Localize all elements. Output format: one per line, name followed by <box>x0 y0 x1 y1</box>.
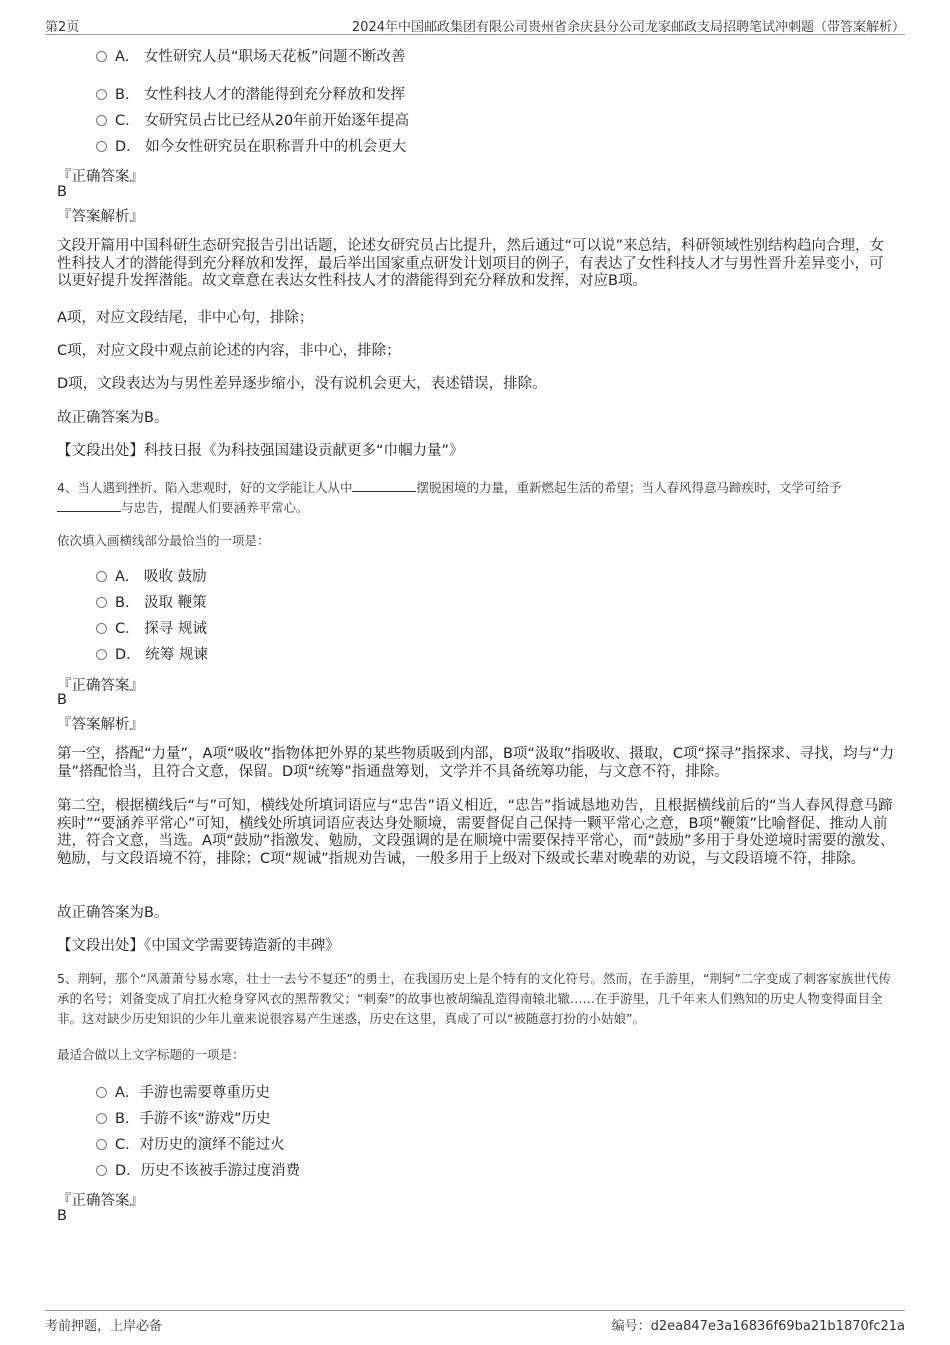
q4-answer-label: 『正确答案』 <box>57 678 144 694</box>
radio-icon[interactable] <box>96 597 107 608</box>
blank-2 <box>57 499 121 512</box>
q3-conclusion: 故正确答案为B。 <box>57 410 169 426</box>
q4-option-d[interactable]: D． 统筹 规谏 <box>96 645 208 665</box>
q5-option-c[interactable]: C．对历史的演绎不能过火 <box>96 1135 285 1155</box>
q5-answer-label: 『正确答案』 <box>57 1193 144 1209</box>
q3-analysis-d: D项，文段表达为与男性差异逐步缩小，没有说机会更大，表述错误，排除。 <box>57 376 547 392</box>
q5-prompt: 最适合做以上文字标题的一项是： <box>57 1047 245 1062</box>
radio-icon[interactable] <box>96 623 107 634</box>
footer-slogan: 考前押题，上岸必备 <box>45 1319 163 1334</box>
q5-option-b[interactable]: B．手游不该“游戏”历史 <box>96 1109 270 1129</box>
q3-analysis-c: C项，对应文段中观点前论述的内容，非中心，排除； <box>57 343 401 359</box>
q4-answer: B <box>57 692 67 708</box>
q3-source: 【文段出处】科技日报《为科技强国建设贡献更多“巾帼力量”》 <box>57 443 464 459</box>
q3-analysis-a: A项，对应文段结尾，非中心句，排除； <box>57 310 314 326</box>
q4-stem: 4、当人遇到挫折、陷入悲观时，好的文学能让人从中 摆脱困境的力量，重新燃起生活的希望；当人春风得意马蹄疾时，文学可给予 与忠告，提醒人们要涵养平常心。 <box>57 480 842 515</box>
page-header <box>45 14 905 35</box>
q4-prompt: 依次填入画横线部分最恰当的一项是： <box>57 533 270 548</box>
q3-option-a[interactable]: A． 女性研究人员“职场天花板”问题不断改善 <box>96 47 406 67</box>
q3-analysis-main: 文段开篇用中国科研生态研究报告引出话题，论述女研究员占比提升，然后通过“可以说”来总结，科研领域性别结构趋向合理，女性科技人才的潜能得到充分释放和发挥，最后举出国家重点研发计划项目的例子，有表达了女性科技人才与男性晋升差异变小，可以更好提升发挥潜能。故文章意在表达女性科技人才的潜能得到充分释放和发挥，对应B项。 <box>57 238 885 289</box>
radio-icon[interactable] <box>96 1165 107 1176</box>
q4-source: 【文段出处】《中国文学需要铸造新的丰碑》 <box>57 938 340 954</box>
q4-analysis-first-blank: 第一空，搭配“力量”，A项“吸收”指物体把外界的某些物质吸到内部，B项“汲取”指吸收、摄取，C项“探寻”指探求、寻找，均与“力量”搭配恰当，且符合文意，保留。D项“统筹”指通盘筹划，文学并不具备统筹功能，与文意不符，排除。 <box>57 746 895 780</box>
radio-icon[interactable] <box>96 115 107 126</box>
q3-analysis-label: 『答案解析』 <box>57 209 144 225</box>
q5-option-a[interactable]: A．手游也需要尊重历史 <box>96 1083 270 1103</box>
footer-code: 编号：d2ea847e3a16836f69ba21b1870fc21a <box>611 1319 905 1334</box>
q4-analysis-second-blank: 第二空，根据横线后“与”可知，横线处所填词语应与“忠告”语义相近，“忠告”指诚恳地劝告，且根据横线前后的“当人春风得意马蹄疾时”“要涵养平常心”可知，横线处所填词语应表达身处顺境，需要督促自己保持一颗平常心之意，B项“鞭策”比喻督促、推动人前进，符合文意，当选。A项“鼓励”指激发、勉励，文段强调的是在顺境中需要保持平常心，而“鼓励”多用于身处逆境时需要的激发、勉励，与文段语境不符，排除；C项“规诫”指规劝告诫，一般多用于上级对下级或长辈对晚辈的劝说，与文段语境不符，排除。 <box>57 798 895 867</box>
q3-answer-label: 『正确答案』 <box>57 169 144 185</box>
q3-option-b[interactable]: B． 女性科技人才的潜能得到充分释放和发挥 <box>96 85 405 105</box>
blank-1 <box>352 479 416 492</box>
radio-icon[interactable] <box>96 1139 107 1150</box>
q3-option-c[interactable]: C． 女研究员占比已经从20年前开始逐年提高 <box>96 111 409 131</box>
q5-answer: B <box>57 1208 67 1224</box>
radio-icon[interactable] <box>96 89 107 100</box>
radio-icon[interactable] <box>96 649 107 660</box>
page-number: 第2页 <box>45 20 80 35</box>
radio-icon[interactable] <box>96 1087 107 1098</box>
q3-answer: B <box>57 184 67 200</box>
q3-option-d[interactable]: D． 如今女性研究员在职称晋升中的机会更大 <box>96 137 406 157</box>
q4-analysis-label: 『答案解析』 <box>57 717 144 733</box>
page-footer <box>45 1310 905 1335</box>
q5-option-d[interactable]: D．历史不该被手游过度消费 <box>96 1161 300 1181</box>
q5-stem: 5、荆轲，那个“风萧萧兮易水寒，壮士一去兮不复还”的勇士，在我国历史上是个特有的文化符号。然而，在手游里，“荆轲”二字变成了刺客家族世代传承的名号；刘备变成了肩扛火枪身穿风衣的黑帮教父；“刺秦”的故事也被胡编乱造得南辕北辙……在手游里，几千年来人们熟知的历史人物变得面目全非。这对缺少历史知识的少年儿童来说很容易产生迷惑，历史在这里，真成了可以“被随意打扮的小姑娘”。 <box>57 971 891 1026</box>
radio-icon[interactable] <box>96 1113 107 1124</box>
q4-option-b[interactable]: B． 汲取 鞭策 <box>96 593 207 613</box>
radio-icon[interactable] <box>96 141 107 152</box>
q4-option-c[interactable]: C． 探寻 规诫 <box>96 619 207 639</box>
q4-option-a[interactable]: A． 吸收 鼓励 <box>96 567 207 587</box>
radio-icon[interactable] <box>96 51 107 62</box>
q4-conclusion: 故正确答案为B。 <box>57 905 169 921</box>
document-title: 2024年中国邮政集团有限公司贵州省余庆县分公司龙家邮政支局招聘笔试冲刺题（带答案解析） <box>351 20 905 35</box>
radio-icon[interactable] <box>96 571 107 582</box>
